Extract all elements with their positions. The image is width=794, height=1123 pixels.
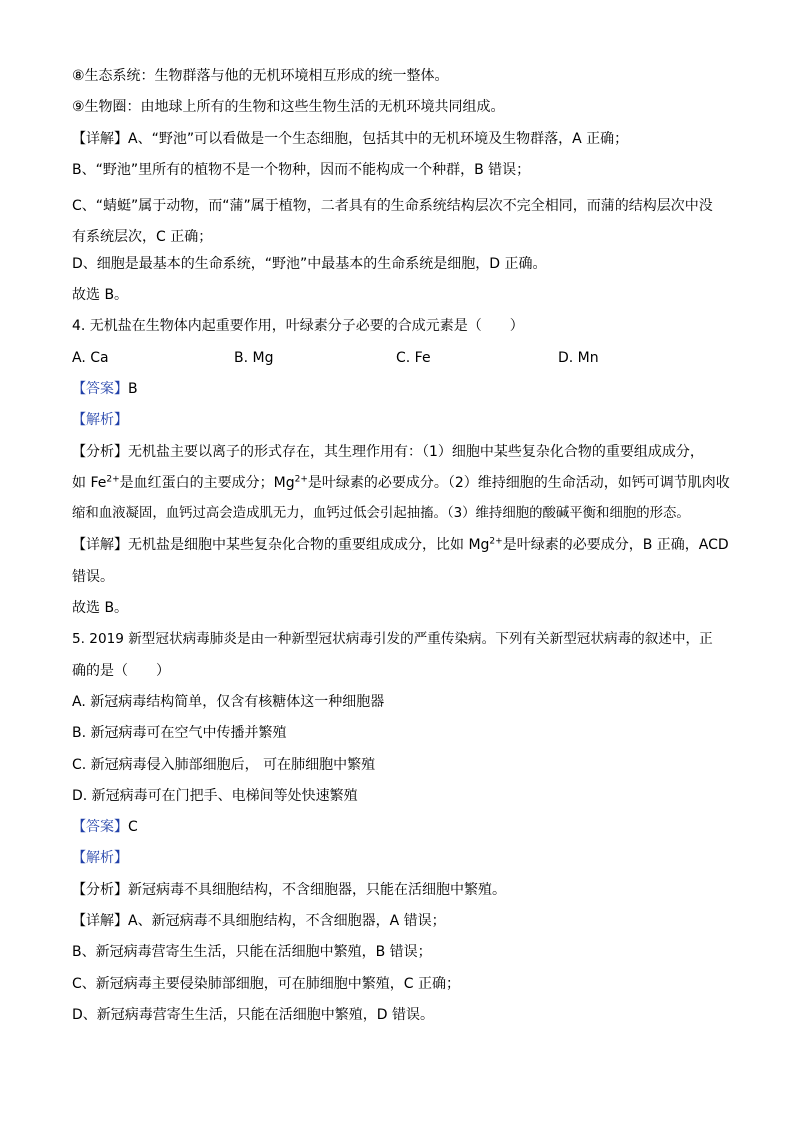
document-page (72, 66, 730, 1036)
question-5-xiangjie-c: C、新冠病毒主要侵染肺部细胞，可在肺细胞中繁殖，C 正确； (72, 975, 460, 992)
text-line: ⑧生态系统：生物群落与他的无机环境相互形成的统一整体。 (72, 68, 449, 84)
text-line: 故选 B。 (72, 287, 129, 304)
question-5-option-c: C. 新冠病毒侵入肺部细胞后， 可在肺细胞中繁殖 (72, 756, 376, 773)
question-5-fenxi: 【分析】新冠病毒不具细胞结构，不含细胞器，只能在活细胞中繁殖。 (72, 881, 506, 898)
question-5-option-b: B. 新冠病毒可在空气中传播并繁殖 (72, 725, 287, 742)
question-5-xiangjie-b: B、新冠病毒营寄生生活，只能在活细胞中繁殖，B 错误； (72, 944, 432, 961)
detail-tag: 【详解】 (72, 537, 128, 554)
question-5-answer: 【答案】C (72, 819, 138, 836)
question-4-analysis-heading (72, 410, 724, 441)
option-a: A. Ca (72, 349, 109, 366)
analysis-tag: 【解析】 (72, 412, 128, 429)
option-b: B. Mg (234, 349, 274, 366)
question-5-option-a: A. 新冠病毒结构简单，仅含有核糖体这一种细胞器 (72, 693, 385, 710)
question-5-stem-2: 确的是（ ） (72, 662, 170, 679)
fenxi-tag: 【分析】 (72, 443, 128, 460)
question-4-fenxi-3: 缩和血液凝固，血钙过高会造成肌无力，血钙过低会引起抽搐。（3）维持细胞的酸碱平衡和细胞的形态。 (72, 506, 690, 522)
option-d: D. Mn (558, 349, 599, 366)
fenxi-tag: 【分析】 (72, 881, 128, 898)
detail-tag: 【详解】 (72, 913, 128, 930)
analysis-tag: 【解析】 (72, 850, 128, 867)
question-4-conclusion: 故选 B。 (72, 600, 129, 617)
question-5-xiangjie-a: 【详解】A、新冠病毒不具细胞结构，不含细胞器，A 错误； (72, 913, 446, 930)
detail-tag: 【详解】 (72, 130, 128, 147)
question-4-xiangjie-1: 【详解】无机盐是细胞中某些复杂化合物的重要组成成分，比如 $Mg^{2+}$是叶绿素的必要成分，B 正确，ACD (72, 536, 729, 554)
answer-tag: 【答案】 (72, 380, 128, 397)
question-4-fenxi-2: 如 $Fe^{2+}$是血红蛋白的主要成分；$Mg^{2+}$是叶绿素的必要成分。（2）维持细胞的生命活动，如钙可调节肌肉收 (72, 474, 730, 491)
answer-tag: 【答案】 (72, 819, 128, 836)
question-5-stem-1: 5. 2019 新型冠状病毒肺炎是由一种新型冠状病毒引发的严重传染病。下列有关新型冠状病毒的叙述中，正 (72, 631, 713, 648)
question-4-options (72, 348, 724, 379)
text-line: B、“野池”里所有的植物不是一个物种，因而不能构成一个种群，B 错误； (72, 161, 531, 178)
question-4-xiangjie-2: 错误。 (72, 568, 114, 585)
detail-line: 【详解】A、“野池”可以看做是一个生态细胞，包括其中的无机环境及生物群落，A 正确； (72, 130, 629, 147)
text-paragraph: C、“蜻蜓”属于动物，而“蒲”属于植物，二者具有的生命系统结构层次不完全相同，而蒲的结构层次中没有系统层次，C 正确； (72, 198, 713, 246)
text-line: D、细胞是最基本的生命系统，“野池”中最基本的生命系统是细胞，D 正确。 (72, 255, 547, 272)
question-5-xiangjie-d: D、新冠病毒营寄生生活，只能在活细胞中繁殖，D 错误。 (72, 1006, 435, 1023)
question-5-analysis-heading (72, 848, 724, 879)
question-4-answer: 【答案】B (72, 380, 138, 397)
question-4-stem: 4. 无机盐在生物体内起重要作用，叶绿素分子必要的合成元素是（ ） (72, 318, 524, 335)
text-line: ⑨生物圈：由地球上所有的生物和这些生物生活的无机环境共同组成。 (72, 99, 505, 116)
question-4-fenxi-1: 【分析】无机盐主要以离子的形式存在，其生理作用有：（1）细胞中某些复杂化合物的重要组成成分， (72, 443, 704, 460)
question-5-option-d: D. 新冠病毒可在门把手、电梯间等处快速繁殖 (72, 787, 358, 804)
option-c: C. Fe (396, 349, 431, 366)
